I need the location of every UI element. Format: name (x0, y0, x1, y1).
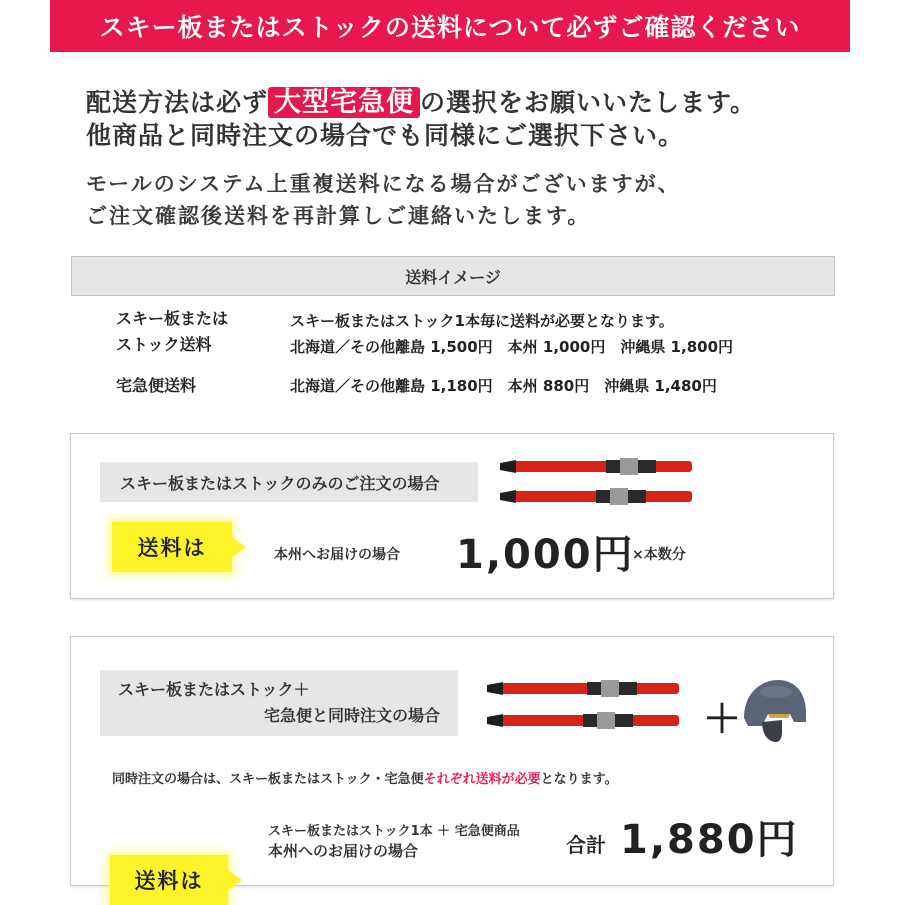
shipping-fee-note-text: 送料は (137, 536, 207, 560)
ski-top (500, 458, 692, 475)
ski-top (487, 680, 679, 697)
plus-sign: ＋ (703, 697, 742, 741)
ski-only-price: 1,000円 (456, 532, 635, 578)
takkyubin-value: 北海道／その他離島 1,180円 本州 880円 沖縄県 1,480円 (290, 377, 717, 395)
case-combined-title-line1: スキー板またはストック＋ (118, 680, 310, 699)
intro-line-4: ご注文確認後送料を再計算しご連絡いたします。 (86, 204, 591, 228)
top-banner (50, 0, 850, 52)
notice-before: 同時注文の場合は、スキー板またはストック・宅急便 (112, 772, 424, 787)
takkyubin-label: 宅急便送料 (116, 376, 197, 395)
ski-shipping-value-line1: スキー板またはストック1本毎に送料が必要となります。 (290, 312, 674, 330)
case-combined-title-line2: 宅急便と同時注文の場合 (263, 706, 440, 725)
ski-shipping-label-line1: スキー板または (116, 309, 229, 328)
banner-text: スキー板またはストックの送料について必ずご確認ください (99, 13, 801, 42)
ski-bottom (487, 712, 679, 729)
ski-bottom (500, 488, 692, 505)
ski-shipping-label (116, 306, 228, 358)
ski-pair-image-combined (483, 675, 688, 737)
ski-shipping-value (290, 308, 733, 360)
combined-detail-line1: スキー板またはストック1本 ＋ 宅急便商品 (268, 824, 520, 839)
combined-total-price: 1,880円 (620, 817, 799, 863)
shipping-fee-note-combined-text: 送料は (134, 869, 204, 893)
notice-highlight: それぞれ送料が必要 (423, 772, 541, 787)
per-item-suffix: ×本数分 (632, 547, 686, 563)
intro-line-3: モールのシステム上重複送料になる場合がございますが、 (86, 172, 681, 196)
intro-line-1-before: 配送方法は必ず (86, 88, 269, 117)
case-ski-only-card (70, 433, 834, 599)
intro-line-2: 他商品と同時注文の場合でも同様にご選択下さい。 (86, 121, 685, 150)
delivery-method-highlight: 大型宅急便 (268, 87, 420, 118)
combined-detail-line2: 本州へのお届けの場合 (268, 842, 419, 860)
helmet-image (738, 674, 810, 746)
intro-line-1 (86, 80, 756, 119)
shipping-table-title: 送料イメージ (405, 267, 501, 287)
case-ski-only-title: スキー板またはストックのみのご注文の場合 (120, 473, 440, 493)
shipping-fee-note (112, 522, 232, 572)
notice-after: となります。 (540, 772, 618, 787)
intro-line-1-after: の選択をお願いいたします。 (420, 88, 757, 117)
ski-shipping-value-line2: 北海道／その他離島 1,500円 本州 1,000円 沖縄県 1,800円 (290, 338, 734, 356)
honshu-delivery-label: 本州へお届けの場合 (274, 547, 400, 563)
shipping-fee-note-combined (110, 855, 228, 905)
combined-order-notice (112, 768, 618, 787)
case-ski-only-title-bar (100, 462, 478, 502)
total-label: 合計 (566, 833, 606, 857)
ski-pair-image (496, 455, 701, 511)
ski-shipping-label-line2: ストック送料 (116, 335, 212, 354)
case-combined-title-bar (100, 670, 458, 736)
shipping-table-header (71, 256, 835, 296)
